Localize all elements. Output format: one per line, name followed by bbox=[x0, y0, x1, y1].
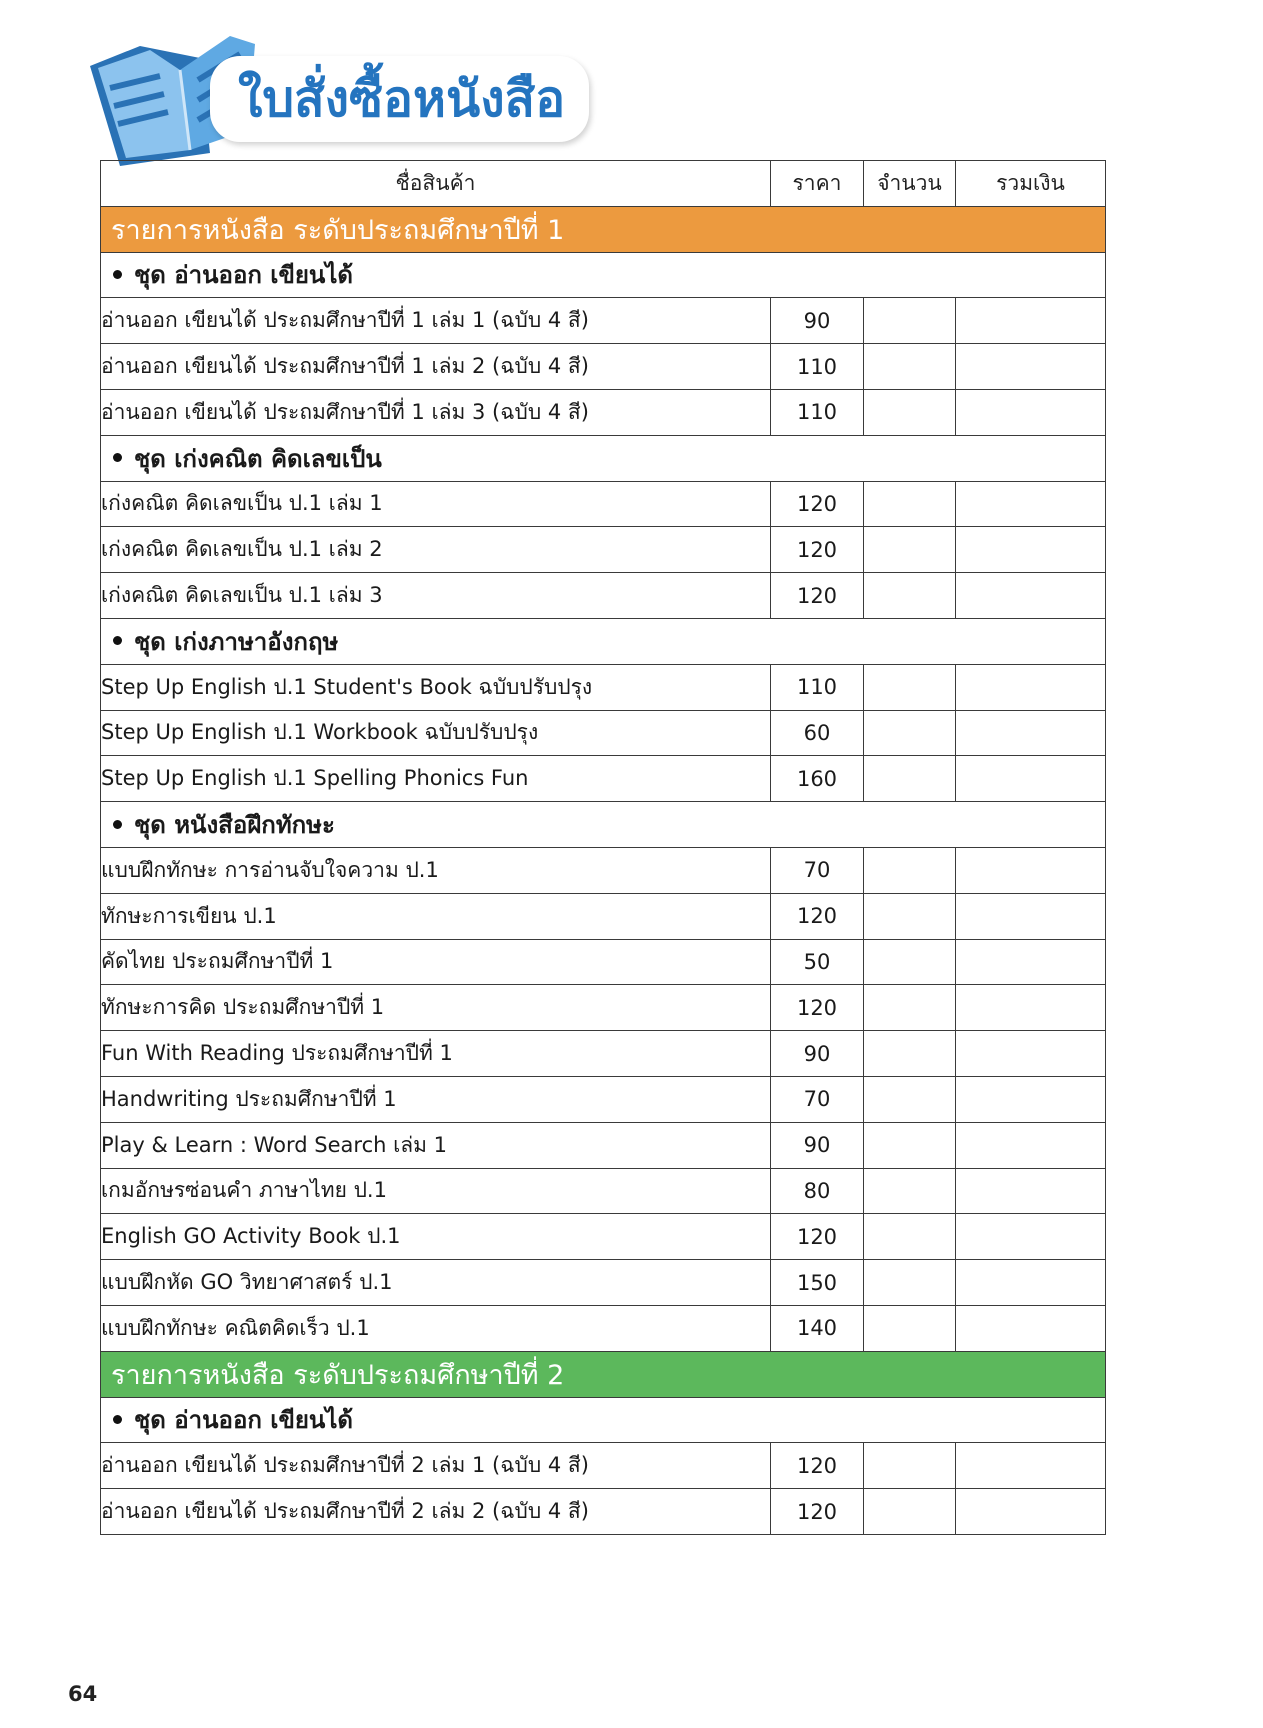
item-name: แบบฝึกทักษะ การอ่านจับใจความ ป.1 bbox=[101, 847, 771, 893]
page-header bbox=[80, 18, 600, 168]
item-price: 120 bbox=[771, 1443, 864, 1489]
total-cell[interactable] bbox=[956, 1489, 1106, 1535]
header-total: รวมเงิน bbox=[956, 161, 1106, 207]
set-title: ชุด หนังสือฝึกทักษะ bbox=[134, 811, 335, 840]
bullet-icon bbox=[113, 453, 122, 462]
total-cell[interactable] bbox=[956, 1168, 1106, 1214]
item-price: 110 bbox=[771, 389, 864, 435]
table-row bbox=[101, 847, 1106, 893]
item-name: Play & Learn : Word Search เล่ม 1 bbox=[101, 1122, 771, 1168]
item-price: 150 bbox=[771, 1260, 864, 1306]
header-name: ชื่อสินค้า bbox=[101, 161, 771, 207]
total-cell[interactable] bbox=[956, 344, 1106, 390]
table-row bbox=[101, 1260, 1106, 1306]
table-row bbox=[101, 1076, 1106, 1122]
quantity-cell[interactable] bbox=[864, 1076, 956, 1122]
table-header-row bbox=[101, 161, 1106, 207]
title-banner bbox=[210, 56, 589, 142]
quantity-cell[interactable] bbox=[864, 847, 956, 893]
quantity-cell[interactable] bbox=[864, 1122, 956, 1168]
table-row bbox=[101, 985, 1106, 1031]
total-cell[interactable] bbox=[956, 664, 1106, 710]
total-cell[interactable] bbox=[956, 573, 1106, 619]
item-name: อ่านออก เขียนได้ ประถมศึกษาปีที่ 1 เล่ม 1 (ฉบับ 4 สี) bbox=[101, 298, 771, 344]
table-row bbox=[101, 344, 1106, 390]
set-row bbox=[101, 435, 1106, 481]
table-row bbox=[101, 756, 1106, 802]
item-name: อ่านออก เขียนได้ ประถมศึกษาปีที่ 2 เล่ม 1 (ฉบับ 4 สี) bbox=[101, 1443, 771, 1489]
level-1-section-row bbox=[101, 206, 1106, 252]
total-cell[interactable] bbox=[956, 1443, 1106, 1489]
quantity-cell[interactable] bbox=[864, 756, 956, 802]
set-title: ชุด เก่งคณิต คิดเลขเป็น bbox=[134, 444, 382, 473]
quantity-cell[interactable] bbox=[864, 573, 956, 619]
item-price: 120 bbox=[771, 1489, 864, 1535]
quantity-cell[interactable] bbox=[864, 985, 956, 1031]
order-table bbox=[100, 160, 1106, 1535]
quantity-cell[interactable] bbox=[864, 1168, 956, 1214]
total-cell[interactable] bbox=[956, 1305, 1106, 1351]
total-cell[interactable] bbox=[956, 1076, 1106, 1122]
quantity-cell[interactable] bbox=[864, 481, 956, 527]
item-price: 90 bbox=[771, 1122, 864, 1168]
item-price: 80 bbox=[771, 1168, 864, 1214]
total-cell[interactable] bbox=[956, 710, 1106, 756]
item-name: อ่านออก เขียนได้ ประถมศึกษาปีที่ 1 เล่ม 2 (ฉบับ 4 สี) bbox=[101, 344, 771, 390]
set-title: ชุด อ่านออก เขียนได้ bbox=[134, 1406, 353, 1435]
level-2-title: รายการหนังสือ ระดับประถมศึกษาปีที่ 2 bbox=[101, 1351, 1106, 1397]
item-name: ทักษะการคิด ประถมศึกษาปีที่ 1 bbox=[101, 985, 771, 1031]
total-cell[interactable] bbox=[956, 893, 1106, 939]
item-price: 70 bbox=[771, 1076, 864, 1122]
item-price: 120 bbox=[771, 893, 864, 939]
item-price: 120 bbox=[771, 573, 864, 619]
item-price: 120 bbox=[771, 481, 864, 527]
quantity-cell[interactable] bbox=[864, 389, 956, 435]
item-price: 160 bbox=[771, 756, 864, 802]
item-price: 60 bbox=[771, 710, 864, 756]
quantity-cell[interactable] bbox=[864, 1214, 956, 1260]
total-cell[interactable] bbox=[956, 939, 1106, 985]
total-cell[interactable] bbox=[956, 389, 1106, 435]
total-cell[interactable] bbox=[956, 298, 1106, 344]
total-cell[interactable] bbox=[956, 527, 1106, 573]
table-row bbox=[101, 481, 1106, 527]
item-name: เกมอักษรซ่อนคำ ภาษาไทย ป.1 bbox=[101, 1168, 771, 1214]
header-price: ราคา bbox=[771, 161, 864, 207]
table-row bbox=[101, 1031, 1106, 1077]
level-1-title: รายการหนังสือ ระดับประถมศึกษาปีที่ 1 bbox=[101, 206, 1106, 252]
quantity-cell[interactable] bbox=[864, 1031, 956, 1077]
item-name: Fun With Reading ประถมศึกษาปีที่ 1 bbox=[101, 1031, 771, 1077]
quantity-cell[interactable] bbox=[864, 710, 956, 756]
item-price: 120 bbox=[771, 527, 864, 573]
table-row bbox=[101, 710, 1106, 756]
page-title: ใบสั่งซื้อหนังสือ bbox=[238, 69, 566, 128]
item-price: 70 bbox=[771, 847, 864, 893]
bullet-icon bbox=[113, 636, 122, 645]
item-price: 50 bbox=[771, 939, 864, 985]
item-price: 140 bbox=[771, 1305, 864, 1351]
header-quantity: จำนวน bbox=[864, 161, 956, 207]
set-title: ชุด อ่านออก เขียนได้ bbox=[134, 261, 353, 290]
item-price: 120 bbox=[771, 1214, 864, 1260]
quantity-cell[interactable] bbox=[864, 527, 956, 573]
table-row bbox=[101, 939, 1106, 985]
item-name: ทักษะการเขียน ป.1 bbox=[101, 893, 771, 939]
table-row bbox=[101, 573, 1106, 619]
item-name: Step Up English ป.1 Spelling Phonics Fun bbox=[101, 756, 771, 802]
table-row bbox=[101, 298, 1106, 344]
item-name: English GO Activity Book ป.1 bbox=[101, 1214, 771, 1260]
quantity-cell[interactable] bbox=[864, 939, 956, 985]
item-name: แบบฝึกหัด GO วิทยาศาสตร์ ป.1 bbox=[101, 1260, 771, 1306]
item-name: อ่านออก เขียนได้ ประถมศึกษาปีที่ 1 เล่ม 3 (ฉบับ 4 สี) bbox=[101, 389, 771, 435]
set-title: ชุด เก่งภาษาอังกฤษ bbox=[134, 627, 339, 656]
item-price: 110 bbox=[771, 664, 864, 710]
total-cell[interactable] bbox=[956, 1031, 1106, 1077]
item-name: Handwriting ประถมศึกษาปีที่ 1 bbox=[101, 1076, 771, 1122]
total-cell[interactable] bbox=[956, 1214, 1106, 1260]
item-name: เก่งคณิต คิดเลขเป็น ป.1 เล่ม 1 bbox=[101, 481, 771, 527]
total-cell[interactable] bbox=[956, 985, 1106, 1031]
table-row bbox=[101, 1489, 1106, 1535]
table-row bbox=[101, 1214, 1106, 1260]
item-name: Step Up English ป.1 Student's Book ฉบับปรับปรุง bbox=[101, 664, 771, 710]
set-row bbox=[101, 802, 1106, 848]
table-row bbox=[101, 389, 1106, 435]
item-price: 90 bbox=[771, 1031, 864, 1077]
table-row bbox=[101, 1443, 1106, 1489]
total-cell[interactable] bbox=[956, 756, 1106, 802]
table-row bbox=[101, 664, 1106, 710]
total-cell[interactable] bbox=[956, 1260, 1106, 1306]
item-name: Step Up English ป.1 Workbook ฉบับปรับปรุง bbox=[101, 710, 771, 756]
item-price: 110 bbox=[771, 344, 864, 390]
table-row bbox=[101, 893, 1106, 939]
total-cell[interactable] bbox=[956, 847, 1106, 893]
total-cell[interactable] bbox=[956, 481, 1106, 527]
quantity-cell[interactable] bbox=[864, 664, 956, 710]
quantity-cell[interactable] bbox=[864, 298, 956, 344]
table-row bbox=[101, 1168, 1106, 1214]
level-2-section-row bbox=[101, 1351, 1106, 1397]
quantity-cell[interactable] bbox=[864, 1489, 956, 1535]
bullet-icon bbox=[113, 820, 122, 829]
item-name: เก่งคณิต คิดเลขเป็น ป.1 เล่ม 3 bbox=[101, 573, 771, 619]
item-name: แบบฝึกทักษะ คณิตคิดเร็ว ป.1 bbox=[101, 1305, 771, 1351]
quantity-cell[interactable] bbox=[864, 1260, 956, 1306]
set-row bbox=[101, 252, 1106, 298]
set-row bbox=[101, 618, 1106, 664]
table-row bbox=[101, 1122, 1106, 1168]
total-cell[interactable] bbox=[956, 1122, 1106, 1168]
item-price: 90 bbox=[771, 298, 864, 344]
item-name: อ่านออก เขียนได้ ประถมศึกษาปีที่ 2 เล่ม 2 (ฉบับ 4 สี) bbox=[101, 1489, 771, 1535]
item-name: เก่งคณิต คิดเลขเป็น ป.1 เล่ม 2 bbox=[101, 527, 771, 573]
quantity-cell[interactable] bbox=[864, 1305, 956, 1351]
item-price: 120 bbox=[771, 985, 864, 1031]
bullet-icon bbox=[113, 1415, 122, 1424]
table-row bbox=[101, 1305, 1106, 1351]
bullet-icon bbox=[113, 270, 122, 279]
page-number: 64 bbox=[68, 1682, 98, 1706]
set-row bbox=[101, 1397, 1106, 1443]
quantity-cell[interactable] bbox=[864, 1443, 956, 1489]
item-name: คัดไทย ประถมศึกษาปีที่ 1 bbox=[101, 939, 771, 985]
table-row bbox=[101, 527, 1106, 573]
quantity-cell[interactable] bbox=[864, 344, 956, 390]
quantity-cell[interactable] bbox=[864, 893, 956, 939]
